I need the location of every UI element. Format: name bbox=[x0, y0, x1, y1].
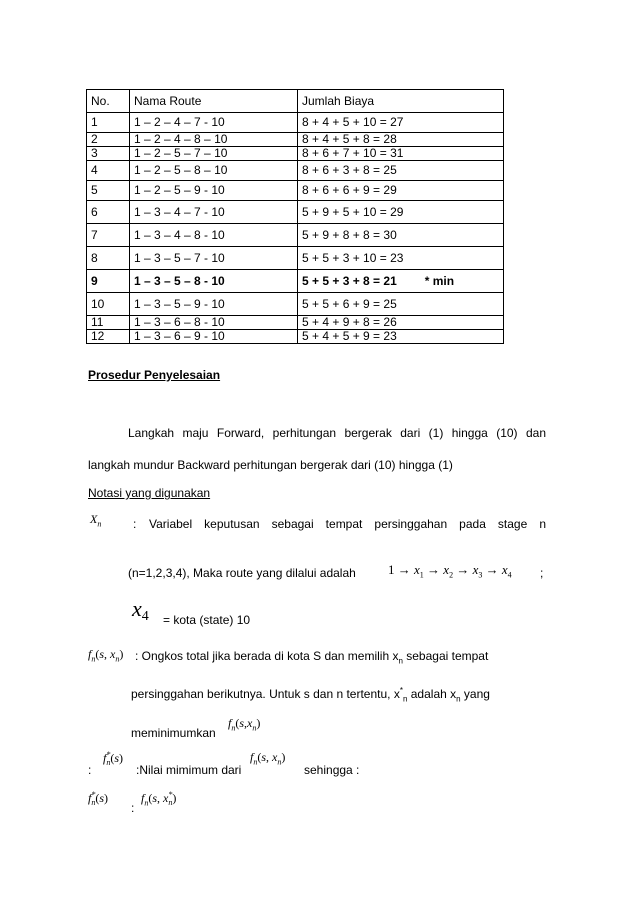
fn-text2-b: adalah x bbox=[407, 687, 457, 701]
table-row bbox=[87, 316, 504, 330]
header-cost: Jumlah Biaya bbox=[298, 90, 504, 113]
row-cost: 8 + 6 + 6 + 9 = 29 bbox=[298, 181, 504, 201]
row-cost-value: 5 + 5 + 3 + 8 = 21 bbox=[302, 273, 397, 288]
table-row bbox=[87, 161, 504, 181]
row-route: 1 – 2 – 4 – 8 – 10 bbox=[130, 133, 298, 147]
section-title: Prosedur Penyelesaian bbox=[88, 368, 221, 382]
table-row bbox=[87, 201, 504, 224]
row-cost: 5 + 5 + 3 + 10 = 23 bbox=[298, 247, 504, 270]
row-route: 1 – 2 – 5 – 9 - 10 bbox=[130, 181, 298, 201]
fn-description-3: meminimumkan bbox=[131, 726, 216, 740]
fn-description-2 bbox=[131, 686, 546, 703]
row-cost: 8 + 4 + 5 + 8 = 28 bbox=[298, 133, 504, 147]
fstar-colon: : bbox=[88, 763, 92, 777]
fn-text-part-a: : Ongkos total jika berada di kota S dan memilih x bbox=[135, 649, 399, 663]
fn-description-1: : Ongkos total jika berada di kota S dan memilih $x_n$ sebagai tempat bbox=[135, 649, 489, 666]
route-description: (n=1,2,3,4), Maka route yang dilalui adalah bbox=[128, 566, 356, 580]
table-row bbox=[87, 247, 504, 270]
row-no: 4 bbox=[87, 161, 130, 181]
row-no: 2 bbox=[87, 133, 130, 147]
row-route: 1 – 2 – 4 – 7 - 10 bbox=[130, 113, 298, 133]
eq-lhs: $f^*_n(s)$ bbox=[88, 790, 109, 808]
x4-description: = kota (state) 10 bbox=[163, 613, 251, 627]
table-row bbox=[87, 293, 504, 316]
fn-symbol: $f_n(s$, $x_n$) bbox=[88, 647, 124, 664]
eq-rhs: $f_n(s$, $x^*_n$) bbox=[141, 790, 177, 808]
table-header-row bbox=[87, 90, 504, 113]
fstar-description-2: sehingga : bbox=[304, 763, 360, 777]
row-route: 1 – 3 – 4 – 7 - 10 bbox=[130, 201, 298, 224]
row-cost: 8 + 6 + 7 + 10 = 31 bbox=[298, 147, 504, 161]
row-no: 12 bbox=[87, 330, 130, 344]
table-row bbox=[87, 133, 504, 147]
row-no: 11 bbox=[87, 316, 130, 330]
row-cost: 5 + 9 + 5 + 10 = 29 bbox=[298, 201, 504, 224]
notation-title: Notasi yang digunakan bbox=[88, 486, 211, 500]
xn-symbol: $X_n$ bbox=[90, 512, 102, 529]
fstar-description: :Nilai mimimum dari bbox=[136, 763, 242, 777]
row-cost: 8 + 6 + 3 + 8 = 25 bbox=[298, 161, 504, 181]
row-no: 9 bbox=[87, 270, 130, 293]
row-route: 1 – 3 – 6 – 8 - 10 bbox=[130, 316, 298, 330]
row-route: 1 – 3 – 4 – 8 - 10 bbox=[130, 224, 298, 247]
x4-symbol: x4 bbox=[132, 596, 149, 624]
row-route: 1 – 3 – 5 – 8 - 10 bbox=[130, 270, 298, 293]
row-route: 1 – 3 – 5 – 7 - 10 bbox=[130, 247, 298, 270]
route-sequence-math: $1 \to x_1 \to x_2 \to x_3 \to x_4$ bbox=[388, 562, 512, 580]
row-no: 10 bbox=[87, 293, 130, 316]
table-row bbox=[87, 147, 504, 161]
fn-symbol-inline: $f_n(s,x_n)$ bbox=[228, 716, 261, 733]
row-route: 1 – 3 – 6 – 9 - 10 bbox=[130, 330, 298, 344]
row-route: 1 – 2 – 5 – 8 – 10 bbox=[130, 161, 298, 181]
fn-text-part-b: sebagai tempat bbox=[402, 649, 489, 663]
header-route: Nama Route bbox=[130, 90, 298, 113]
row-cost: 5 + 4 + 5 + 9 = 23 bbox=[298, 330, 504, 344]
paragraph-line-2: langkah mundur Backward perhitungan bergerak dari (10) hingga (1) bbox=[88, 458, 453, 472]
route-semicolon: ; bbox=[540, 566, 544, 580]
row-no: 3 bbox=[87, 147, 130, 161]
row-cost: 5 + 5 + 6 + 9 = 25 bbox=[298, 293, 504, 316]
fn-text2-a: persinggahan berikutnya. Untuk s dan n tertentu, x bbox=[131, 687, 400, 701]
row-route: 1 – 2 – 5 – 7 – 10 bbox=[130, 147, 298, 161]
row-no: 7 bbox=[87, 224, 130, 247]
table-row-minimum bbox=[87, 270, 504, 293]
row-cost bbox=[298, 270, 504, 293]
row-route: 1 – 3 – 5 – 9 - 10 bbox=[130, 293, 298, 316]
row-no: 1 bbox=[87, 113, 130, 133]
eq-colon: : bbox=[131, 801, 135, 815]
table-row bbox=[87, 330, 504, 344]
table-row bbox=[87, 181, 504, 201]
row-no: 8 bbox=[87, 247, 130, 270]
row-cost: 5 + 4 + 9 + 8 = 26 bbox=[298, 316, 504, 330]
fn-text2-part-a: persinggahan berikutnya. Untuk s dan n tertentu, $x^*_n$ adalah $x_n$ yang bbox=[131, 686, 490, 704]
table-row bbox=[87, 113, 504, 133]
fstar-fn-symbol: $f_n(s$, $x_n$) bbox=[250, 750, 286, 767]
row-no: 6 bbox=[87, 201, 130, 224]
min-marker: * min bbox=[424, 273, 455, 288]
header-no: No. bbox=[87, 90, 130, 113]
fstar-symbol: $f^*_n(s)$ bbox=[103, 750, 124, 768]
xn-description: Variabel keputusan sebagai tempat persinggahan pada stage n bbox=[149, 517, 546, 531]
paragraph-line-1: Langkah maju Forward, perhitungan bergerak dari (1) hingga (10) dan bbox=[128, 426, 546, 440]
table-row bbox=[87, 224, 504, 247]
row-cost: 5 + 9 + 8 + 8 = 30 bbox=[298, 224, 504, 247]
xn-colon: : bbox=[133, 517, 137, 531]
fn-text2-c: yang bbox=[460, 687, 490, 701]
row-no: 5 bbox=[87, 181, 130, 201]
row-cost: 8 + 4 + 5 + 10 = 27 bbox=[298, 113, 504, 133]
route-cost-table bbox=[86, 89, 504, 344]
